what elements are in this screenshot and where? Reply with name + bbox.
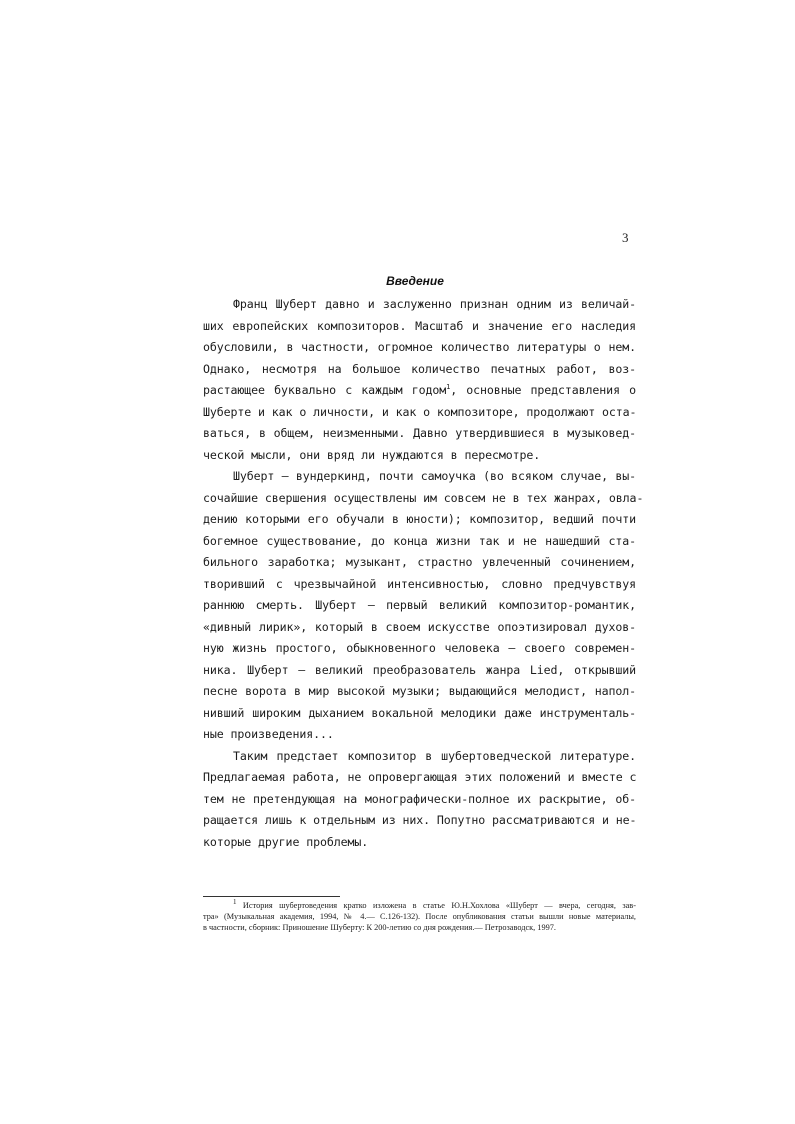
body-text xyxy=(203,294,644,853)
text-line-with-note xyxy=(203,380,636,402)
footnote-line: в частности, сборник: Приношение Шуберту: К 200-летию со дня рождения.— Петрозаводск, 1997. xyxy=(203,923,556,932)
text-line: ные произведения... xyxy=(203,727,334,741)
section-heading: Введение xyxy=(386,274,444,288)
text-line: ческой мысли, они вряд ли нуждаются в пересмотре. xyxy=(203,447,541,462)
footnote-line: тра» (Музыкальная академия, 1994, № 4.— С.126-132). После опубликования статьи вышли новые материалы, xyxy=(203,912,636,921)
footnote-divider xyxy=(203,896,340,897)
text-line: которые другие проблемы. xyxy=(203,834,369,849)
text-line: «дивный лирик», который в своем искусстве опоэтизировал духов- xyxy=(203,619,636,634)
text-line: нивший широким дыханием вокальной мелодики даже инструменталь- xyxy=(203,705,636,720)
page-number: 3 xyxy=(622,230,629,245)
text-line: Предлагаемая работа, не опровергающая этих положений и вместе с xyxy=(203,770,637,784)
text-line: дению которыми его обучали в юности); композитор, ведший почти xyxy=(203,512,636,526)
paragraph-1 xyxy=(203,294,636,466)
footnote-line xyxy=(203,900,636,911)
paragraph-3 xyxy=(203,746,636,854)
text-line: тем не претендующая на монографически-полное их раскрытие, об- xyxy=(203,791,636,806)
footnote-marker: 1 xyxy=(446,383,451,392)
text-line: ваться, в общем, неизменными. Давно утвердившиеся в музыковед- xyxy=(203,426,636,440)
text-line: бильного заработка; музыкант, страстно увлеченный сочинением, xyxy=(203,555,636,569)
footnote-number: 1 xyxy=(233,898,237,907)
text-line: ращается лишь к отдельным из них. Попутно рассматриваются и не- xyxy=(203,813,637,827)
footnote xyxy=(203,900,636,933)
text-line: Франц Шуберт давно и заслуженно признан одним из величай- xyxy=(233,297,636,311)
text-line: ную жизнь простого, обыкновенного человека — своего современ- xyxy=(203,641,636,655)
text-line: ших европейских композиторов. Масштаб и значение его наследия xyxy=(203,318,636,333)
paragraph-2 xyxy=(203,466,644,746)
text-line: Таким предстает композитор в шубертоведческой литературе. xyxy=(233,748,636,763)
text-line: богемное существование, до конца жизни так и не нашедший ста- xyxy=(203,533,636,548)
footnote-text: История шубертоведения кратко изложена в статье Ю.Н.Хохлова «Шуберт — вчера, сегодня, зав- xyxy=(236,901,636,910)
text-line: Шуберте и как о личности, и как о композиторе, продолжают оста- xyxy=(203,404,637,419)
text-line: творивший с чрезвычайной интенсивностью, словно предчувствуя xyxy=(203,576,636,591)
text-line: раннюю смерть. Шуберт — первый великий композитор-романтик, xyxy=(203,598,636,612)
text-fragment: , основные представления о xyxy=(450,383,636,397)
text-line: Шуберт — вундеркинд, почти самоучка (во всяком случае, вы- xyxy=(233,469,636,483)
text-line: ника. Шуберт — великий преобразователь жанра Lied, открывший xyxy=(203,662,636,677)
text-line: Однако, несмотря на большое количество печатных работ, воз- xyxy=(203,361,636,376)
text-line: сочайшие свершения осуществлены им совсем не в тех жанрах, овла- xyxy=(203,490,644,505)
text-line: обусловили, в частности, огромное количество литературы о нем. xyxy=(203,340,636,354)
text-fragment: растающее буквально с каждым годом xyxy=(203,383,447,397)
text-line: песне ворота в мир высокой музыки; выдающийся мелодист, напол- xyxy=(203,684,636,698)
